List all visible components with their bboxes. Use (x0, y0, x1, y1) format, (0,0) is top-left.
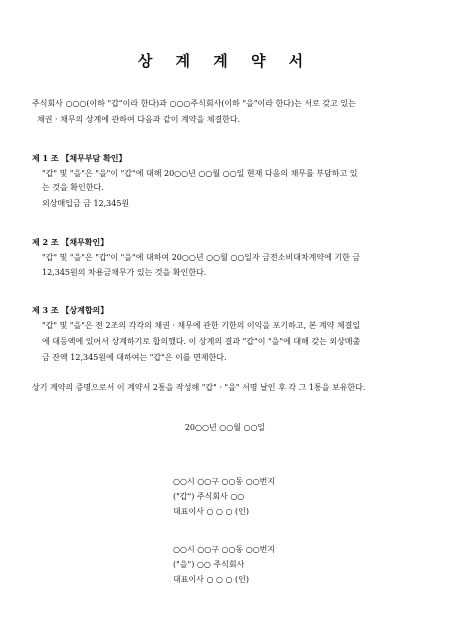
article-3-line-2: 에 대등액에 있어서 상계하기로 합의했다. 이 상계의 결과 "갑"이 "을"에 대해 갖는 외상매출 (42, 337, 361, 346)
article-2-line-1: "갑" 및 "을"은 "갑"이 "을"에 대하여 20○○년 ○○월 ○○일자 금전소비대차계약에 기한 금 (42, 253, 361, 262)
article-3-line-1: "갑" 및 "을"은 전 2조의 각각의 채권 · 채무에 관한 기한의 이익을 포기하고, 본 계약 체결일 (42, 321, 361, 330)
contract-date: 20○○년 ○○월 ○○일 (184, 423, 266, 432)
party-a-name: ("갑") 주식회사 ○○ (173, 492, 245, 501)
intro-line-2: 채권 · 채무의 상계에 관하여 다음과 같이 계약을 체결한다. (37, 115, 241, 124)
article-1-line-2: 는 것을 확인한다. (42, 183, 104, 192)
party-b-representative: 대표이사 ○ ○ ○ (인) (173, 575, 249, 584)
article-3-line-3: 금 잔액 12,345원에 대하여는 "갑"은 이를 면제한다. (42, 353, 227, 362)
article-3-heading: 제 3 조 【상계합의】 (32, 305, 109, 315)
intro-line-1: 주식회사 ○○○(이하 "갑"이라 한다)과 ○○○주식회사(이하 "을"이라 한다)는 서로 갖고 있는 (32, 99, 356, 108)
closing-statement: 상기 계약의 증명으로서 이 계약서 2통을 작성해 "갑" · "을" 서명 날인 후 각 그 1통을 보유한다. (32, 383, 366, 392)
party-a-address: ○○시 ○○구 ○○동 ○○번지 (173, 477, 276, 486)
party-b-address: ○○시 ○○구 ○○동 ○○번지 (173, 545, 276, 554)
article-2-heading: 제 2 조 【채무확인】 (32, 237, 109, 247)
article-1-line-1: "갑" 및 "을"은 "을"이 "갑"에 대해 20○○년 ○○월 ○○일 현재 다음의 채무를 부담하고 있 (42, 169, 358, 178)
article-1-heading: 제 1 조 【채무부담 확인】 (32, 153, 127, 163)
article-1-line-3: 외상매입금 금 12,345원 (42, 199, 130, 208)
party-b-name: ("을") ○○ 주식회사 (173, 560, 245, 569)
party-a-representative: 대표이사 ○ ○ ○ (인) (173, 507, 249, 516)
article-2-line-2: 12,345원의 차용금채무가 있는 것을 확인한다. (42, 268, 207, 277)
document-title: 상 계 계 약 서 (137, 52, 313, 70)
